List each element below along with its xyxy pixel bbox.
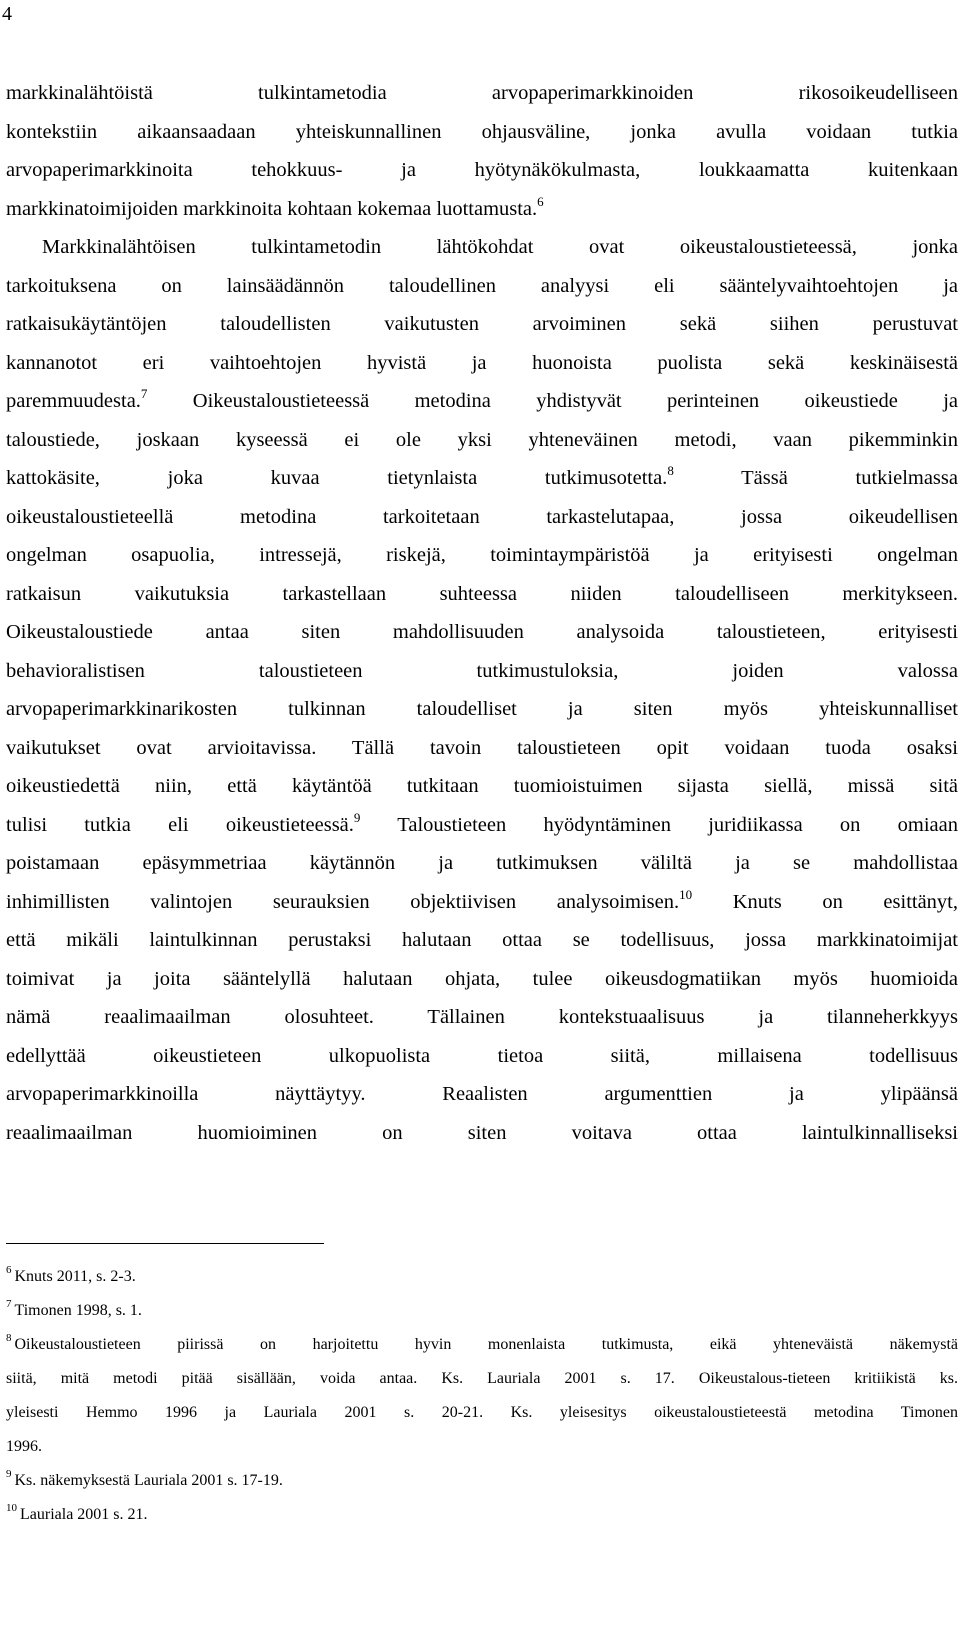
body-line: poistamaan epäsymmetriaa käytännön ja tutkimuksen väliltä ja se mahdollistaa — [6, 852, 958, 874]
body-text-segment: tulisi tutkia eli oikeustieteessä. — [6, 813, 354, 836]
body-line: ratkaisukäytäntöjen taloudellisten vaikutusten arvoiminen sekä siihen perustuvat — [6, 313, 958, 335]
footnote-marker: 8 — [667, 463, 674, 478]
footnote-text: Oikeustaloustieteen piirissä on harjoitettu hyvin monenlaista tutkimusta, eikä yhteneväistä näkemystä — [14, 1336, 958, 1353]
footnote-line: siitä, mitä metodi pitää sisällään, voida antaa. Ks. Lauriala 2001 s. 17. Oikeustalous-tieteen kritiikistä ks. — [6, 1370, 958, 1387]
body-line: arvopaperimarkkinoilla näyttäytyy. Reaalisten argumenttien ja ylipäänsä — [6, 1083, 958, 1105]
body-text-segment: Taloustieteen hyödyntäminen juridiikassa on omiaan — [397, 813, 958, 836]
body-text-segment: inhimillisten valintojen seurauksien objektiivisen analysoimisen. — [6, 890, 680, 913]
body-line: Oikeustaloustiede antaa siten mahdollisuuden analysoida taloustieteen, erityisesti — [6, 621, 958, 643]
body-line: että mikäli laintulkinnan perustaksi halutaan ottaa se todellisuus, jossa markkinatoimijat — [6, 929, 958, 951]
footnote-7 — [6, 1294, 958, 1328]
footnote-9 — [6, 1464, 958, 1498]
footnote-text: Ks. näkemyksestä Lauriala 2001 s. 17-19. — [14, 1472, 283, 1489]
footnote-number: 9 — [6, 1468, 12, 1480]
body-line — [6, 382, 958, 421]
footnote-marker: 7 — [140, 386, 148, 401]
footnotes — [6, 1260, 958, 1532]
body-line: arvopaperimarkkinarikosten tulkinnan taloudelliset ja siten myös yhteiskunnalliset — [6, 698, 958, 720]
body-line — [6, 190, 958, 229]
footnote-10 — [6, 1498, 958, 1532]
body-line — [6, 806, 958, 845]
body-line: ratkaisun vaikutuksia tarkastellaan suhteessa niiden taloudelliseen merkitykseen. — [6, 582, 958, 605]
footnote-text: Knuts 2011, s. 2-3. — [14, 1268, 136, 1285]
body-text-segment: Knuts on esittänyt, — [732, 890, 959, 913]
body-line: oikeustiedettä niin, että käytäntöä tutkitaan tuomioistuimen sijasta siellä, missä sitä — [6, 775, 958, 797]
body-line: kannanotot eri vaihtoehtojen hyvistä ja huonoista puolista sekä keskinäisestä — [6, 351, 958, 374]
footnote-line: yleisesti Hemmo 1996 ja Lauriala 2001 s. 20-21. Ks. yleisesitys oikeustaloustieteestä metodina Timonen — [6, 1404, 958, 1421]
page-number: 4 — [2, 3, 12, 25]
footnote-marker: 10 — [679, 886, 693, 902]
body-text-segment: Oikeustaloustieteessä metodina yhdistyvät perinteinen oikeustiede ja — [192, 390, 959, 412]
body-line: edellyttää oikeustieteen ulkopuolista tietoa siitä, millaisena todellisuus — [6, 1044, 958, 1067]
body-line: reaalimaailman huomioiminen on siten voitava ottaa laintulkinnalliseksi — [6, 1121, 958, 1144]
footnote-number: 7 — [6, 1298, 12, 1310]
body-text-segment: Tässä tutkielmassa — [741, 467, 958, 489]
footnote-text: Lauriala 2001 s. 21. — [20, 1506, 148, 1523]
body-line: oikeustaloustieteellä metodina tarkoitetaan tarkastelutapaa, jossa oikeudellisen — [6, 505, 958, 528]
footnote-number: 6 — [6, 1264, 12, 1276]
body-line: behavioralistisen taloustieteen tutkimustuloksia, joiden valossa — [6, 659, 958, 682]
footnote-number: 8 — [6, 1332, 12, 1344]
body-line — [6, 459, 958, 498]
body-line: nämä reaalimaailman olosuhteet. Tällainen kontekstuaalisuus ja tilanneherkkyys — [6, 1006, 958, 1028]
footnote-marker: 9 — [353, 809, 361, 825]
body-line — [6, 883, 958, 922]
footnote-8 — [6, 1328, 958, 1362]
footnote-separator — [6, 1243, 324, 1244]
paragraph-first-line: Markkinalähtöisen tulkintametodin lähtökohdat ovat oikeustaloustieteessä, jonka — [42, 236, 958, 258]
footnote-line: 1996. — [6, 1438, 42, 1455]
body-line: vaikutukset ovat arvioitavissa. Tällä tavoin taloustieteen opit voidaan tuoda osaksi — [6, 736, 958, 759]
footnote-marker: 6 — [537, 193, 544, 209]
body-line: ongelman osapuolia, intressejä, riskejä, toimintaympäristöä ja erityisesti ongelman — [6, 544, 958, 566]
body-line: tarkoituksena on lainsäädännön taloudellinen analyysi eli sääntelyvaihtoehtojen ja — [6, 274, 958, 297]
body-text — [6, 74, 958, 1152]
body-line: kontekstiin aikaansaadaan yhteiskunnallinen ohjausväline, jonka avulla voidaan tutkia — [6, 120, 958, 143]
footnote-number: 10 — [6, 1502, 17, 1514]
body-text-segment: paremmuudesta. — [6, 390, 141, 412]
body-line: taloustiede, joskaan kyseessä ei ole yksi yhteneväinen metodi, vaan pikemminkin — [6, 428, 958, 451]
body-line: toimivat ja joita sääntelyllä halutaan ohjata, tulee oikeusdogmatiikan myös huomioida — [6, 967, 958, 990]
footnote-6 — [6, 1260, 958, 1294]
footnote-text: Timonen 1998, s. 1. — [14, 1302, 142, 1319]
body-text-segment: markkinatoimijoiden markkinoita kohtaan kokemaa luottamusta. — [6, 197, 538, 220]
body-line: arvopaperimarkkinoita tehokkuus- ja hyötynäkökulmasta, loukkaamatta kuitenkaan — [6, 159, 958, 181]
body-line: markkinalähtöistä tulkintametodia arvopaperimarkkinoiden rikosoikeudelliseen — [6, 82, 958, 104]
body-text-segment: kattokäsite, joka kuvaa tietynlaista tutkimusotetta. — [6, 467, 668, 489]
